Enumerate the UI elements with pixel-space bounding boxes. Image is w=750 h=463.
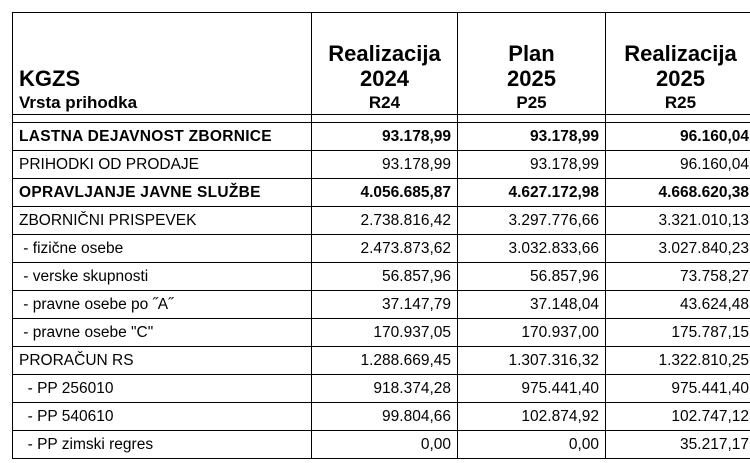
value-cell[interactable]: 37.148,04 bbox=[458, 291, 606, 319]
value-cell[interactable]: 35.217,17 bbox=[606, 431, 750, 459]
value-cell[interactable]: 975.441,40 bbox=[458, 375, 606, 403]
spacer-cell bbox=[606, 115, 750, 123]
table-title: KGZS bbox=[13, 13, 312, 93]
row-label-cell[interactable]: - verske skupnosti bbox=[13, 263, 312, 291]
value-cell[interactable]: 43.624,48 bbox=[606, 291, 750, 319]
value-cell[interactable]: 102.874,92 bbox=[458, 403, 606, 431]
spacer-cell bbox=[458, 115, 606, 123]
column-header-line1: Realizacija bbox=[328, 40, 441, 66]
table-row[interactable] bbox=[13, 291, 750, 319]
value-cell[interactable]: 99.804,66 bbox=[312, 403, 458, 431]
value-cell[interactable]: 73.758,27 bbox=[606, 263, 750, 291]
table-row[interactable] bbox=[13, 123, 750, 151]
value-cell[interactable]: 0,00 bbox=[312, 431, 458, 459]
value-cell[interactable]: 3.027.840,23 bbox=[606, 235, 750, 263]
column-code-r25: R25 bbox=[606, 93, 750, 115]
spacer-row bbox=[13, 115, 750, 123]
column-header-plan-2025[interactable] bbox=[458, 13, 606, 93]
value-cell[interactable]: 2.738.816,42 bbox=[312, 207, 458, 235]
spacer-cell bbox=[13, 115, 312, 123]
table-row[interactable] bbox=[13, 431, 750, 459]
row-label-cell[interactable]: PRORAČUN RS bbox=[13, 347, 312, 375]
table-body bbox=[13, 123, 750, 459]
value-cell[interactable]: 96.160,04 bbox=[606, 123, 750, 151]
value-cell[interactable]: 0,00 bbox=[458, 431, 606, 459]
row-label-cell[interactable]: ZBORNIČNI PRISPEVEK bbox=[13, 207, 312, 235]
table-row[interactable] bbox=[13, 235, 750, 263]
value-cell[interactable]: 1.288.669,45 bbox=[312, 347, 458, 375]
column-header-line1: Plan bbox=[508, 40, 555, 66]
value-cell[interactable]: 102.747,12 bbox=[606, 403, 750, 431]
row-label-cell[interactable]: PRIHODKI OD PRODAJE bbox=[13, 151, 312, 179]
value-cell[interactable]: 175.787,15 bbox=[606, 319, 750, 347]
value-cell[interactable]: 93.178,99 bbox=[312, 123, 458, 151]
value-cell[interactable]: 4.668.620,38 bbox=[606, 179, 750, 207]
row-label-cell[interactable]: - pravne osebe "C" bbox=[13, 319, 312, 347]
value-cell[interactable]: 2.473.873,62 bbox=[312, 235, 458, 263]
row-label-cell[interactable]: LASTNA DEJAVNOST ZBORNICE bbox=[13, 123, 312, 151]
value-cell[interactable]: 4.627.172,98 bbox=[458, 179, 606, 207]
row-label-cell[interactable]: - pravne osebe po ˝A˝ bbox=[13, 291, 312, 319]
row-label-cell[interactable]: - PP zimski regres bbox=[13, 431, 312, 459]
income-table bbox=[12, 12, 750, 459]
table-row[interactable] bbox=[13, 151, 750, 179]
table-row[interactable] bbox=[13, 207, 750, 235]
table-row[interactable] bbox=[13, 375, 750, 403]
value-cell[interactable]: 93.178,99 bbox=[458, 151, 606, 179]
row-label-cell[interactable]: - PP 540610 bbox=[13, 403, 312, 431]
value-cell[interactable]: 170.937,05 bbox=[312, 319, 458, 347]
column-header-realizacija-2025[interactable] bbox=[606, 13, 750, 93]
value-cell[interactable]: 96.160,04 bbox=[606, 151, 750, 179]
value-cell[interactable]: 170.937,00 bbox=[458, 319, 606, 347]
value-cell[interactable]: 93.178,99 bbox=[458, 123, 606, 151]
subheader-row bbox=[13, 93, 750, 115]
value-cell[interactable]: 4.056.685,87 bbox=[312, 179, 458, 207]
table-row[interactable] bbox=[13, 403, 750, 431]
table-row[interactable] bbox=[13, 179, 750, 207]
row-label-cell[interactable]: - fizične osebe bbox=[13, 235, 312, 263]
spacer-cell bbox=[312, 115, 458, 123]
value-cell[interactable]: 918.374,28 bbox=[312, 375, 458, 403]
row-label-cell[interactable]: OPRAVLJANJE JAVNE SLUŽBE bbox=[13, 179, 312, 207]
value-cell[interactable]: 3.321.010,13 bbox=[606, 207, 750, 235]
column-header-line2: 2025 bbox=[656, 65, 705, 91]
row-label-cell[interactable]: - PP 256010 bbox=[13, 375, 312, 403]
value-cell[interactable]: 37.147,79 bbox=[312, 291, 458, 319]
table-row[interactable] bbox=[13, 347, 750, 375]
header-row bbox=[13, 13, 750, 93]
value-cell[interactable]: 1.307.316,32 bbox=[458, 347, 606, 375]
value-cell[interactable]: 3.297.776,66 bbox=[458, 207, 606, 235]
column-header-line2: 2025 bbox=[507, 65, 556, 91]
value-cell[interactable]: 93.178,99 bbox=[312, 151, 458, 179]
value-cell[interactable]: 1.322.810,25 bbox=[606, 347, 750, 375]
table-row[interactable] bbox=[13, 319, 750, 347]
column-code-r24: R24 bbox=[312, 93, 458, 115]
column-header-line1: Realizacija bbox=[624, 40, 737, 66]
value-cell[interactable]: 975.441,40 bbox=[606, 375, 750, 403]
value-cell[interactable]: 3.032.833,66 bbox=[458, 235, 606, 263]
column-header-realizacija-2024[interactable] bbox=[312, 13, 458, 93]
table-subtitle: Vrsta prihodka bbox=[13, 93, 312, 115]
column-header-line2: 2024 bbox=[360, 65, 409, 91]
table-row[interactable] bbox=[13, 263, 750, 291]
column-code-p25: P25 bbox=[458, 93, 606, 115]
value-cell[interactable]: 56.857,96 bbox=[458, 263, 606, 291]
value-cell[interactable]: 56.857,96 bbox=[312, 263, 458, 291]
